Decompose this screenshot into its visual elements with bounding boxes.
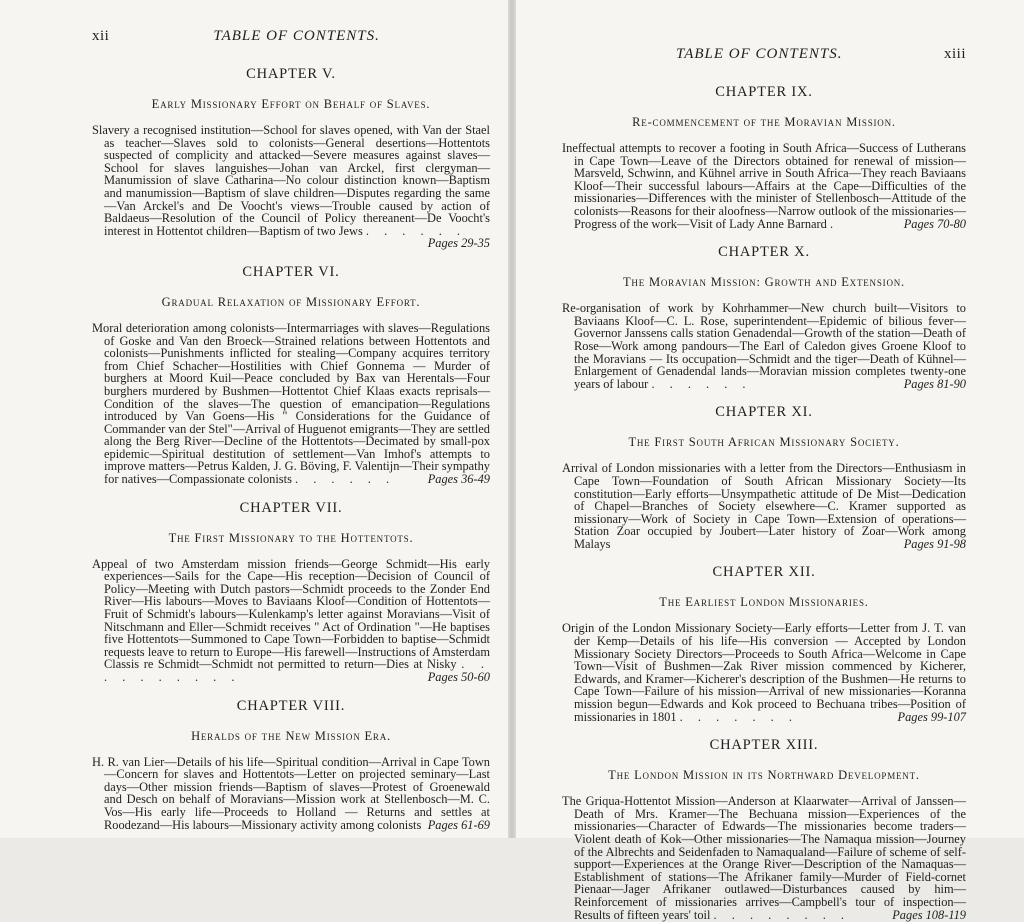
chapter-heading: CHAPTER XI. xyxy=(715,404,813,421)
chapter-heading: CHAPTER XII. xyxy=(712,564,816,581)
left-page xyxy=(0,0,508,838)
chapter-summary xyxy=(92,756,490,832)
chapter-entry xyxy=(562,404,966,550)
page-range: Pages 99-107 xyxy=(897,709,966,724)
page-number: xii xyxy=(92,28,110,44)
running-head xyxy=(92,28,490,50)
chapter-heading: CHAPTER V. xyxy=(246,66,336,82)
summary-text: The Griqua-Hottentot Mission—Anderson at Klaarwater—Arrival of Janssen—Death of Mrs. Kramer—The Bechuana mission—Experiences of the missionaries—Character of Edwards—The missionaries become traders—Violent death of Kok—Other missionaries—The Namaqua mission—Journey of the Albrechts and Seidenfaden to Namaqualand—Failure of scheme of self-support—Experiences at the Orange River—Description of the Namaquas—Establishment of stations—The Afrikaner family—Murder of Field-cornet Pienaar—Jager Afrikaner outlawed—Disturbances caused by him—Reinforcement of missionaries arrives—Campbell's tour of inspection—Results of fifteen years' toil xyxy=(562,794,966,922)
page-range: Pages 61-69 xyxy=(427,817,490,832)
summary-text: H. R. van Lier—Details of his life—Spiritual condition—Arrival in Cape Town—Concern for slaves and Hottentots—Letter on projected seminary—Last days—Other mission friends—Baptism of slaves—Protest of Groenewald and Desch on behalf of Moravians—Mission work at Stellenbosch—M. C. Vos—His early life—Proceeds to Holland — Returns and settles at Roodezand—His labours—Missionary activity among colonists xyxy=(92,754,490,832)
chapter-heading: CHAPTER VII. xyxy=(239,499,343,516)
chapter-title: The London Mission in its Northward Development. xyxy=(608,768,920,783)
dot-leaders: . . . . . . xyxy=(651,376,752,391)
chapter-summary xyxy=(562,462,966,550)
chapter-summary xyxy=(562,622,966,723)
chapter-summary xyxy=(562,795,966,921)
chapter-title: The Earliest London Missionaries. xyxy=(659,595,869,610)
chapter-title: Heralds of the New Mission Era. xyxy=(191,728,391,743)
chapter-entry xyxy=(92,500,490,684)
chapter-entry xyxy=(562,84,966,230)
page-range: Pages 108-119 xyxy=(892,907,966,922)
dot-leaders: . . . . . . . xyxy=(679,709,798,724)
summary-text: Ineffectual attempts to recover a footing in South Africa—Success of Lutherans in Cape Town—Leave of the Directors obtained for renewal of mission—Marsveld, Schwinn, and Kühnel arrive in South Africa—They reach Baviaans Kloof—Their successful labours—Affairs at the Cape—Difficulties of the missionaries—Differences with the minister of Stellenbosch—Attitude of the colonists—Reasons for their aloofness—Narrow outlook of the missionaries—Progress of the work—Visit of Lady Anne Barnard . xyxy=(562,141,966,231)
chapter-entry xyxy=(562,244,966,390)
chapter-summary xyxy=(92,558,490,684)
running-head-title: TABLE OF CONTENTS. xyxy=(213,28,380,44)
summary-text: Re-organisation of work by Kohrhammer—New church built—Visitors to Baviaans Kloof—C. L. Rose, superintendent—Epidemic of bilious fever—Governor Janssens calls station Genadendal—Growth of the station—Death of Rose—Work among pandours—The Earl of Caledon gives Groene Kloof to the Moravians — Its occupation—Schmidt and the tiger—Death of Kühnel—Enlargement of Genadendal lands—Moravian mission completes twenty-one years of labour xyxy=(562,301,966,391)
running-head xyxy=(562,46,966,68)
chapter-heading: CHAPTER XIII. xyxy=(709,737,819,754)
page-number: xiii xyxy=(943,46,966,62)
page-range: Pages 91-98 xyxy=(903,536,966,551)
right-page xyxy=(516,0,1024,922)
chapter-heading: CHAPTER IX. xyxy=(715,84,813,100)
dot-leaders: . . . . . . xyxy=(365,223,466,238)
chapter-summary xyxy=(562,142,966,230)
chapter-heading: CHAPTER VI. xyxy=(242,263,340,280)
chapter-entry xyxy=(92,264,490,486)
dot-leaders: . . . . . . xyxy=(295,472,396,487)
summary-text: Appeal of two Amsterdam mission friends—George Schmidt—His early experiences—Sails for the Cape—His reception—Decision of Council of Policy—Meeting with Dutch pastors—Schmidt proceeds to the Zonder End River—His labours—Moves to Baviaans Kloof—Condition of Hottentots—Fruit of Schmidt's labours—Kulenkamp's letter against Moravians—Visit of Nitschmann and Eller—Schmidt receives " Act of Ordination "—He baptises five Hottentots—Summoned to Cape Town—Forbidden to baptise—Schmidt requests leave to return to Europe—His farewell—Instructions of Amsterdam Classis re Schmidt—Schmidt not permitted to return—Dies at Nisky xyxy=(92,556,490,672)
summary-text: Origin of the London Missionary Society—Early efforts—Letter from J. T. van der Kemp—Details of his life—His conversion — Accepted by London Missionary Society Directors—Proceeds to South Africa—Welcome in Cape Town—Visit of Bushmen—Zak River mission commenced by Kicherer, Edwards, and Kramer—Kicherer's description of the Bushmen—He returns to Cape Town—Failure of his mission—Arrival of new missionaries—Koranna mission begun—Edwards and Kok proceed to Bechuana tribes—Position of missionaries in 1801 xyxy=(562,621,966,724)
chapter-summary xyxy=(92,322,490,486)
page-range: Pages 29-35 xyxy=(427,236,490,251)
summary-text: Arrival of London missionaries with a letter from the Directors—Enthusiasm in Cape Town—Foundation of South African Missionary Society—Its constitution—Early efforts—Unsympathetic attitude of De Mist—Dedication of Chapel—Branches of Society elsewhere—C. Kramer supported as missionary—Work of Society in Cape Town—Extension of operations—Station Zoar occupied by Joubert—Later history of Zoar—Work among Malays xyxy=(562,461,966,551)
summary-text: Slavery a recognised institution—School for slaves opened, with Van der Stael as teacher—Slaves sold to colonists—General desertions—Hottentots suspected of complicity and attacked—Severe measures against slaves—School for slaves languishes—Johan van Arckel, first clergyman—Manumission of slave Catharina—No colour distinction known—Baptism and manumission—Baptism of slave children—Disputes regarding the same—Van Arckel's and De Voocht's views—Trouble caused by action of Baldaeus—Resolution of the Council of Policy thereanent—De Voocht's interest in Hottentot children—Baptism of two Jews xyxy=(92,123,490,238)
chapter-heading: CHAPTER X. xyxy=(718,244,810,261)
chapter-entry xyxy=(562,737,966,921)
dot-leaders: . . . . . . . . . . xyxy=(104,657,490,684)
running-head-title: TABLE OF CONTENTS. xyxy=(676,46,843,62)
chapter-title: Gradual Relaxation of Missionary Effort. xyxy=(161,294,421,309)
chapter-heading: CHAPTER VIII. xyxy=(236,697,346,714)
chapter-title: The First South African Missionary Society. xyxy=(628,435,900,450)
page-range: Pages 50-60 xyxy=(427,670,490,684)
page-range: Pages 81-90 xyxy=(903,376,966,391)
chapter-summary xyxy=(562,302,966,390)
dot-leaders: . . . . . . . . xyxy=(713,907,851,922)
chapter-entry xyxy=(92,66,490,250)
chapter-entry xyxy=(562,564,966,723)
page-range: Pages 36-49 xyxy=(427,472,490,487)
chapter-title: The Moravian Mission: Growth and Extension. xyxy=(623,275,905,290)
chapter-title: Early Missionary Effort on Behalf of Slaves. xyxy=(151,97,431,111)
chapter-entry xyxy=(92,698,490,832)
book-gutter xyxy=(508,0,516,838)
chapter-title: The First Missionary to the Hottentots. xyxy=(168,530,414,545)
summary-text: Moral deterioration among colonists—Intermarriages with slaves—Regulations of Goske and Van den Broeck—Strained relations between Hottentots and colonists—Punishments inflicted for stealing—Company acquires territory from Chief Schacher—Hostilities with Chief Gonnema — Murder of burghers at Moord Kuil—Peace concluded by Bax van Herentals—Four burghers murdered by Bushmen—Hottentot Chief Klaas exacts reprisals—Condition of the slaves—The question of emancipation—Regulations introduced by Van Goens—His " Considerations for the Guidance of Commander van der Stel"—Arrival of Huguenot emigrants—They are settled along the Berg River—Decline of the Hottentots—Decimated by small-pox epidemic—Spiritual destitution of settlement—Van Imhof's attempts to improve matters—Petrus Kalden, J. G. Böving, F. Valentijn—Their sympathy for natives—Compassionate colonists xyxy=(92,320,490,487)
chapter-title: Re-commencement of the Moravian Mission. xyxy=(632,115,896,129)
page-range: Pages 70-80 xyxy=(903,216,966,231)
chapter-summary xyxy=(92,123,490,251)
